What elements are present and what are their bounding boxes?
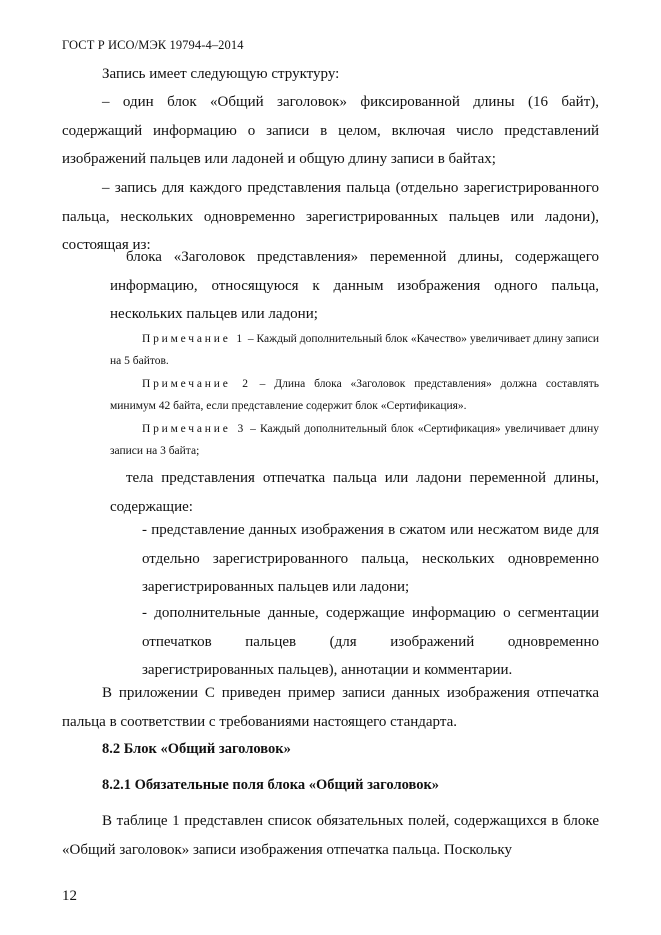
paragraph-table-1: В таблице 1 представлен список обязательных полей, содержащихся в блоке «Общий заголовок» записи изображения отпечатка пальца. Поскольку	[62, 813, 599, 858]
section-heading-8-2-1: 8.2.1 Обязательные поля блока «Общий заголовок»	[102, 777, 440, 793]
page-number: 12	[62, 888, 77, 904]
paragraph-dash-1: - представление данных изображения в сжатом или несжатом виде для отдельно зарегистрированного пальца, нескольких одновременно зарегистрированных пальцев или ладони;	[142, 522, 599, 595]
paragraph-sub-2: тела представления отпечатка пальца или ладони переменной длины, содержащие:	[110, 470, 599, 515]
paragraph-dash-2: - дополнительные данные, содержащие информацию о сегментации отпечатков пальцев (для изображений одновременно зарегистрированных пальцев), аннотации и комментарии.	[142, 605, 599, 678]
paragraph-sub-1: блока «Заголовок представления» переменной длины, содержащего информацию, относящуюся к данным изображения одного пальца, нескольких пальцев или ладони;	[110, 249, 599, 322]
note-2-label: Примечание 2	[142, 378, 251, 390]
note-3	[110, 418, 599, 462]
note-3-text: – Каждый дополнительный блок «Сертификация» увеличивает длину записи на 3 байта;	[110, 423, 599, 457]
note-1	[110, 328, 599, 372]
paragraph-item-1: – один блок «Общий заголовок» фиксированной длины (16 байт), содержащий информацию о записи в целом, включая число представлений изображений пальцев или ладоней и общую длину записи в байтах;	[62, 94, 599, 167]
note-3-label: Примечание 3	[142, 423, 247, 435]
paragraph-annex: В приложении С приведен пример записи данных изображения отпечатка пальца в соответствии с требованиями настоящего стандарта.	[62, 685, 599, 730]
section-heading-8-2: 8.2 Блок «Общий заголовок»	[102, 741, 291, 757]
page-header: ГОСТ Р ИСО/МЭК 19794-4–2014	[62, 38, 244, 52]
note-1-label: Примечание 1	[142, 333, 245, 345]
paragraph-intro: Запись имеет следующую структуру:	[102, 66, 340, 82]
note-2	[110, 373, 599, 417]
note-2-text: – Длина блока «Заголовок представления» должна составлять минимум 42 байта, если представление содержит блок «Сертификация».	[110, 378, 599, 412]
paragraph-item-2: – запись для каждого представления пальца (отдельно зарегистрированного пальца, нескольких одновременно зарегистрированных пальцев или ладони), состоящая из:	[62, 180, 599, 253]
note-1-text: – Каждый дополнительный блок «Качество» увеличивает длину записи на 5 байтов.	[110, 333, 599, 367]
